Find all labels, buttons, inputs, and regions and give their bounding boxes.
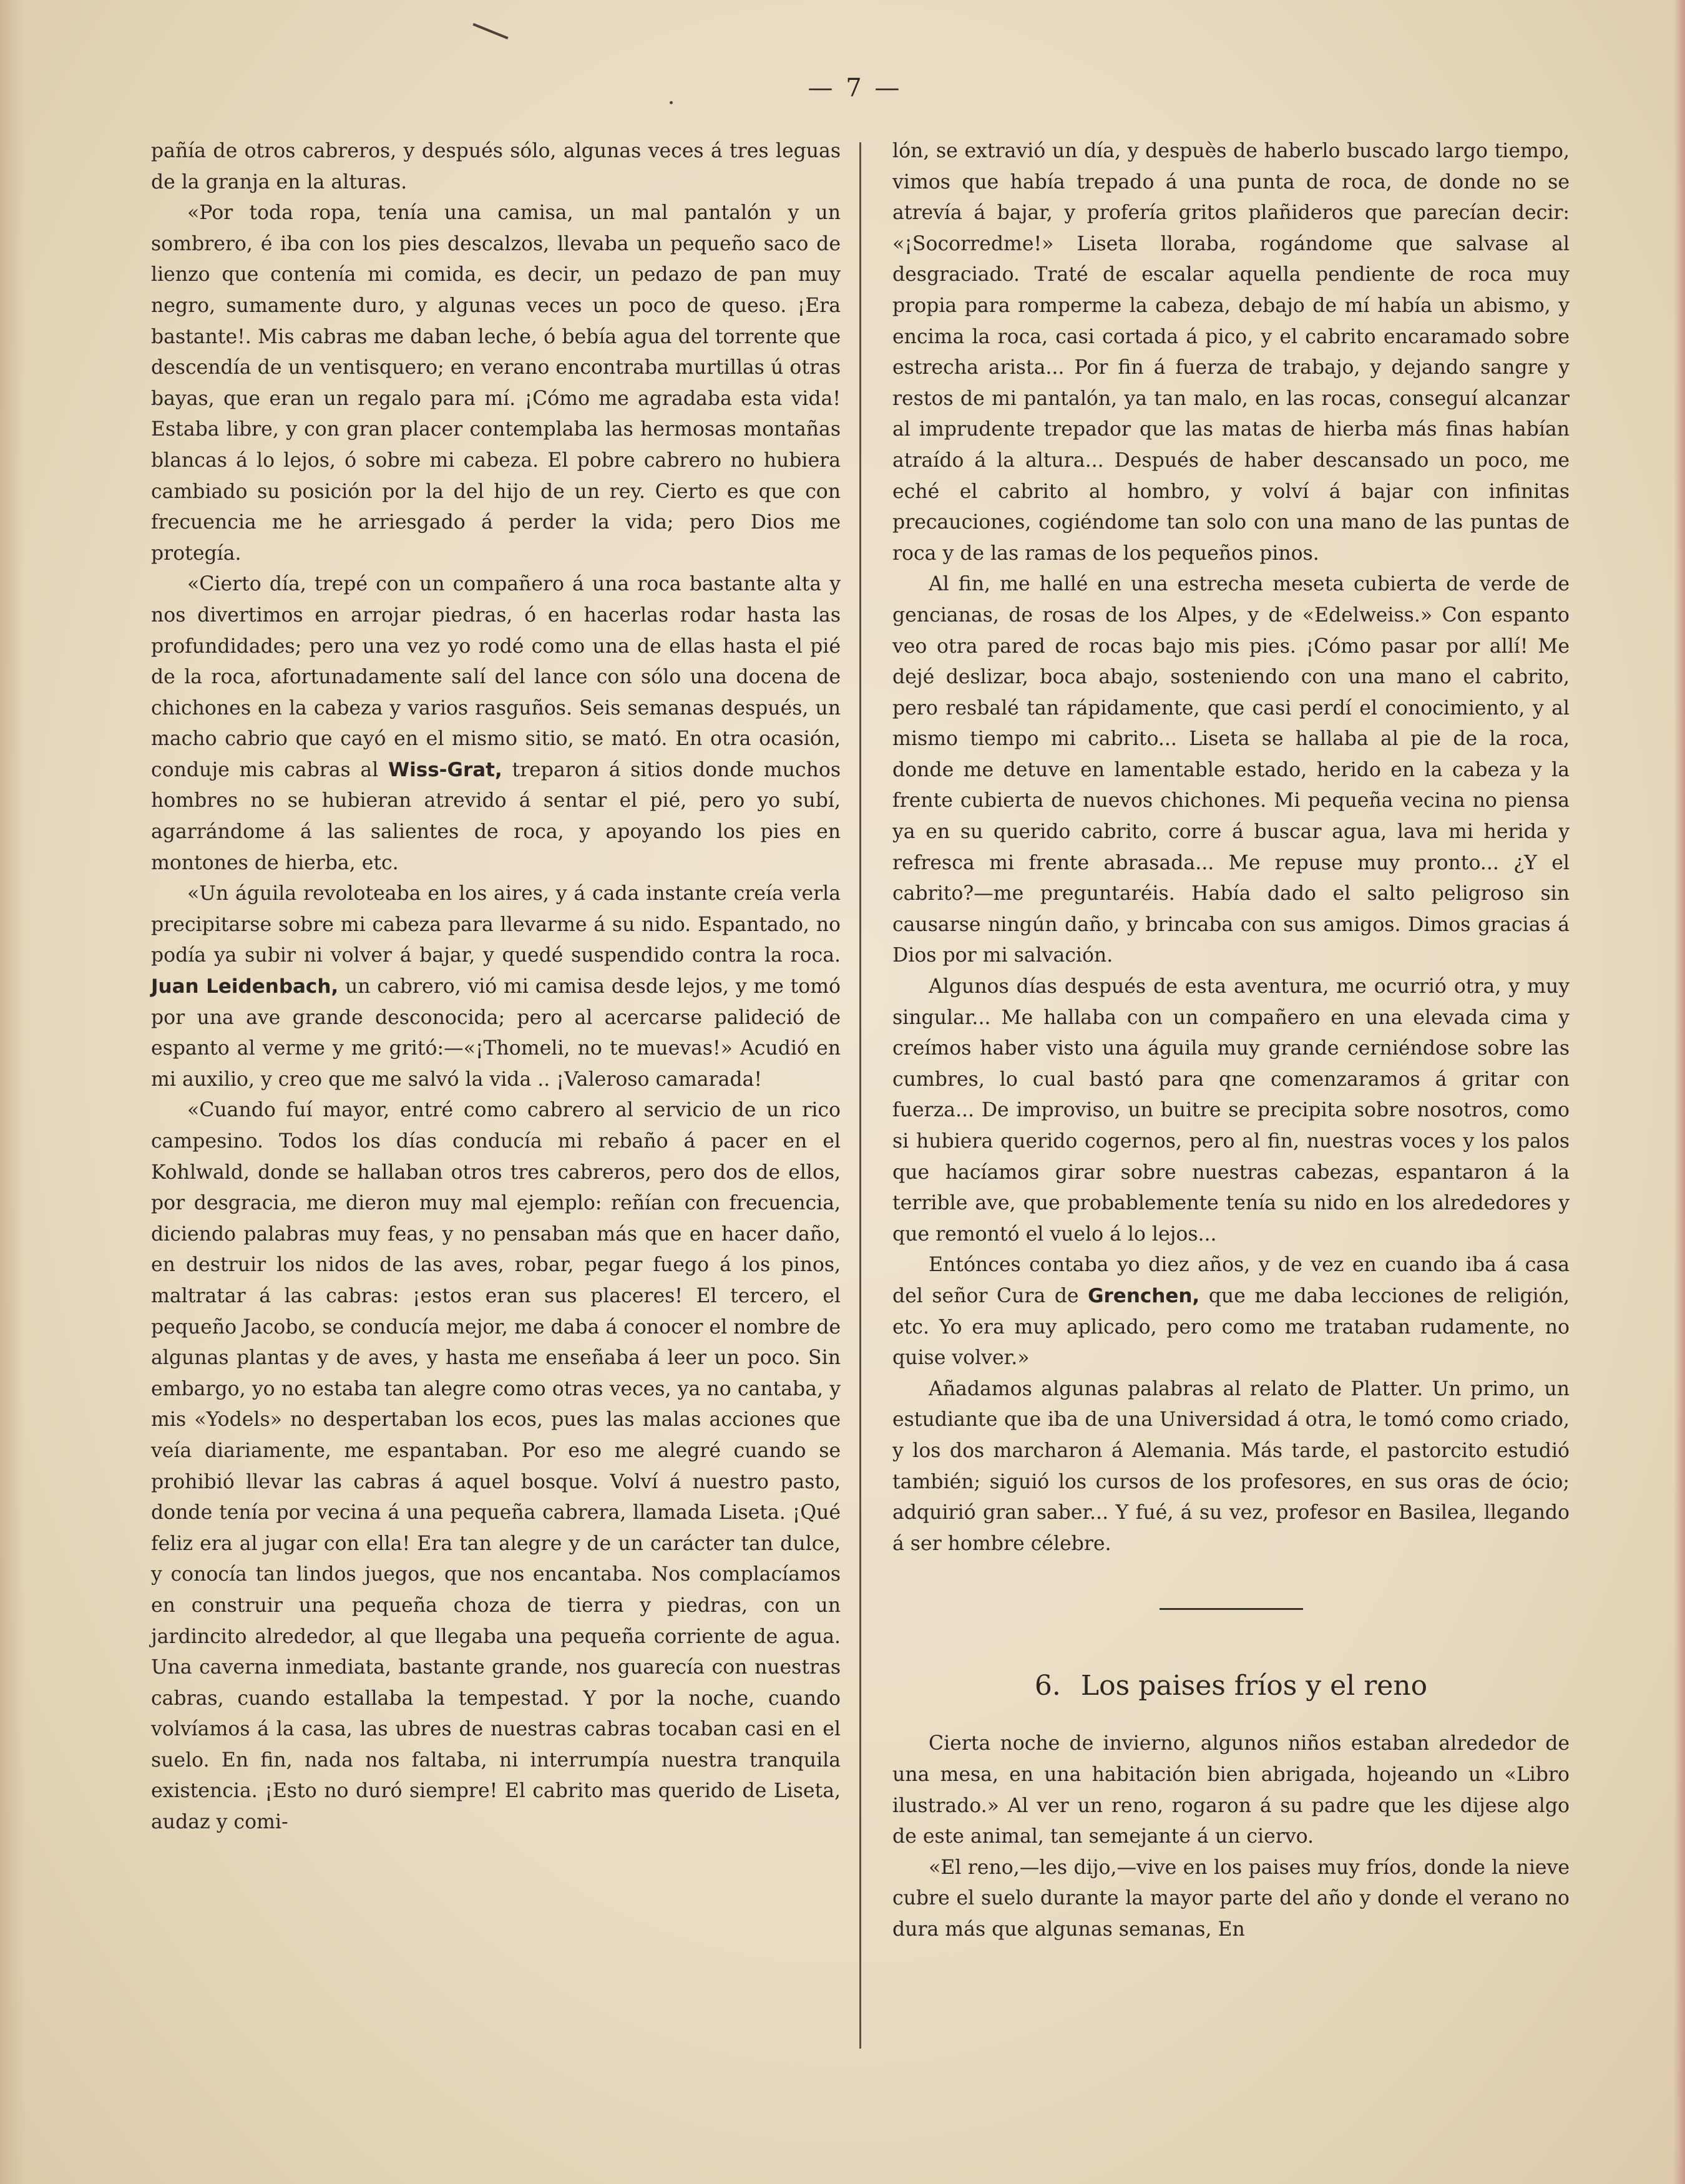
right-column <box>892 136 1570 1945</box>
paragraph: «El reno,—les dijo,—vive en los paises muy fríos, donde la nieve cubre el suelo durante la mayor parte del año y donde el verano no dura más que algunas semanas, En <box>892 1856 1570 1941</box>
section-heading <box>892 1667 1570 1705</box>
section-number: 6. <box>1034 1670 1061 1702</box>
paragraph: Añadamos algunas palabras al relato de Platter. Un primo, un estudiante que iba de una Universidad á otra, le tomó como criado, y los dos marcharon á Alemania. Más tarde, el pastorcito estudió también; siguió los cursos de los profesores, en sus oras de ócio; adquirió gran saber... Y fué, á su vez, profesor en Basilea, llegando á ser hombre célebre. <box>892 1377 1570 1555</box>
paragraph: pañía de otros cabreros, y después sólo, algunas veces á tres leguas de la granja en la alturas. <box>151 140 841 193</box>
paragraph-text: que me daba lecciones de religión, etc. Yo era muy aplicado, pero como me trataban rudamente, no quise volver.» <box>892 1284 1570 1370</box>
paper-edge-right <box>1674 0 1685 2184</box>
left-column <box>151 136 841 1838</box>
paragraph <box>151 569 841 879</box>
paragraph: Al fin, me hallé en una estrecha meseta cubierta de verde de gencianas, de rosas de los Alpes, y de «Edelweiss.» Con espanto veo otra pared de rocas bajo mis pies. ¡Cómo pasar por allí! Me dejé deslizar, boca abajo, sosteniendo con una mano el cabrito, pero resbalé tan rápidamente, que casi perdí el conocimiento, y al mismo tiempo mi cabrito... Liseta se hallaba al pie de la roca, donde me detuve en lamentable estado, herido en la cabeza y la frente cubierta de nuevos chichones. Mi pequeña vecina no piensa ya en su querido cabrito, corre á buscar agua, lava mi herida y refresca mi frente abrasada... Me repuse muy pronto... ¿Y el cabrito?—me preguntaréis. Había dado el salto peligroso sin causarse ningún daño, y brincaba con sus amigos. Dimos gracias á Dios por mi salvación. <box>892 573 1570 967</box>
section-title: Los paises fríos y el reno <box>1080 1670 1428 1702</box>
person-name: Juan Leidenbach, <box>151 975 339 998</box>
paragraph-text: treparon á sitios donde muchos hombres no se hubieran atrevido á sentar el pié, pero yo subí, agarrándome á las salientes de roca, y apoyando los pies en montones de hierba, etc. <box>151 758 841 874</box>
place-name: Grenchen, <box>1088 1284 1200 1307</box>
paragraph: «Cuando fuí mayor, entré como cabrero al servicio de un rico campesino. Todos los días conducía mi rebaño á pacer en el Kohlwald, donde se hallaban otros tres cabreros, pero dos de ellos, por desgracia, me dieron muy mal ejemplo: reñían con frecuencia, diciendo palabras muy feas, y no pensaban más que en hacer daño, en destruir los nidos de las aves, robar, pegar fuego á los pinos, maltratar á las cabras: ¡estos eran sus placeres! El tercero, el pequeño Jacobo, se conducía mejor, me daba á conocer el nombre de algunas plantas y de aves, y hasta me enseñaba á leer un poco. Sin embargo, yo no estaba tan alegre como otras veces, ya no cantaba, y mis «Yodels» no despertaban los ecos, pues las malas acciones que veía diariamente, me espantaban. Por eso me alegré cuando se prohibió llevar las cabras á aquel bosque. Volví á nuestro pasto, donde tenía por vecina á una pequeña cabrera, llamada Liseta. ¡Qué feliz era al jugar con ella! Era tan alegre y de un carácter tan dulce, y conocía tan lindos juegos, que nos encantaba. Nos complacíamos en construir una pequeña choza de tierra y piedras, con un jardincito alrededor, al que llegaba una pequeña corriente de agua. Una caverna inmediata, bastante grande, nos guarecía con nuestras cabras, cuando estallaba la tempestad. Y por la noche, cuando volvíamos á la casa, las ubres de nuestras cabras tocaban casi en el suelo. En fin, nada nos faltaba, ni interrumpía nuestra tranquila existencia. ¡Esto no duró siempre! El cabrito mas querido de Liseta, audaz y comi- <box>151 1099 841 1834</box>
paragraph <box>892 1250 1570 1373</box>
paragraph: Cierta noche de invierno, algunos niños estaban alrededor de una mesa, en una habitación bien abrigada, hojeando un «Libro ilustrado.» Al ver un reno, rogaron á su padre que les dijese algo de este animal, tan semejante á un ciervo. <box>892 1732 1570 1848</box>
page-number: — 7 — <box>808 74 902 102</box>
paper-edge-left <box>0 0 25 2184</box>
paragraph-text: Entónces contaba yo diez años, y de vez en cuando iba á casa del señor Cura de <box>892 1254 1570 1307</box>
paragraph-text: un cabrero, vió mi camisa desde lejos, y me tomó por una ave grande desconocida; pero al acercarse palideció de espanto al verme y me gritó:—«¡Thomeli, no te muevas!» Acudió en mi auxilio, y creo que me salvó la vida .. ¡Valeroso camarada! <box>151 975 841 1091</box>
paragraph: lón, se extravió un día, y despuès de haberlo buscado largo tiempo, vimos que había trepado á una punta de roca, de donde no se atrevía á bajar, y profería gritos plañideros que parecían decir: «¡Socorredme!» Liseta lloraba, rogándome que salvase al desgraciado. Traté de escalar aquella pendiente de roca muy propia para romperme la cabeza, debajo de mí había un abismo, y encima la roca, casi cortada á pico, y el cabrito encaramado sobre estrecha arista... Por fin á fuerza de trabajo, y dejando sangre y restos de mi pantalón, ya tan malo, en las rocas, conseguí alcanzar al imprudente trepador que las matas de hierba más finas habían atraído á la altura... Después de haber descansado un poco, me eché el cabrito al hombro, y volví á bajar con infinitas precauciones, cogiéndome tan solo con una mano de las puntas de roca y de las ramas de los pequeños pinos. <box>892 140 1570 565</box>
ink-dot <box>670 101 673 104</box>
column-divider <box>859 142 861 2049</box>
paragraph <box>151 879 841 1095</box>
paragraph: «Por toda ropa, tenía una camisa, un mal pantalón y un sombrero, é iba con los pies descalzos, llevaba un pequeño saco de lienzo que contenía mi comida, es decir, un pedazo de pan muy negro, sumamente duro, y algunas veces un poco de queso. ¡Era bastante!. Mis cabras me daban leche, ó bebía agua del torrente que descendía de un ventisquero; en verano encontraba murtillas ú otras bayas, que eran un regalo para mí. ¡Cómo me agradaba esta vida! Estaba libre, y con gran placer contemplaba las hermosas montañas blancas á lo lejos, ó sobre mi cabeza. El pobre cabrero no hubiera cambiado su posición por la del hijo de un rey. Cierto es que con frecuencia me he arriesgado á perder la vida; pero Dios me protegía. <box>151 202 841 565</box>
paragraph: Algunos días después de esta aventura, me ocurrió otra, y muy singular... Me hallaba con un compañero en una elevada cima y creímos haber visto una águila muy grande cerniéndose sobre las cumbres, lo cual bastó para qne comenzaramos á gritar con fuerza... De improviso, un buitre se precipita sobre nosotros, como si hubiera querido cogernos, pero al fin, nuestras voces y los palos que hacíamos girar sobre nuestras cabezas, espantaron á la terrible ave, que probablemente tenía su nido en los alrededores y que remontó el vuelo á lo lejos... <box>892 975 1570 1246</box>
place-name: Wiss-Grat, <box>388 758 502 781</box>
paragraph-text: «Cierto día, trepé con un compañero á una roca bastante alta y nos divertimos en arrojar piedras, ó en hacerlas rodar hasta las profundidades; pero una vez yo rodé como una de ellas hasta el pié de la roca, afortunadamente salí del lance con sólo una docena de chichones en la cabeza y varios rasguños. Seis semanas después, un macho cabrio que cayó en el mismo sitio, se mató. En otra ocasión, conduje mis cabras al <box>151 573 841 781</box>
section-rule <box>1160 1608 1303 1610</box>
paragraph-text: «Un águila revoloteaba en los aires, y á cada instante creía verla precipitarse sobre mi cabeza para llevarme á su nido. Espantado, no podía ya subir ni volver á bajar, y quedé suspendido contra la roca. <box>151 882 841 967</box>
